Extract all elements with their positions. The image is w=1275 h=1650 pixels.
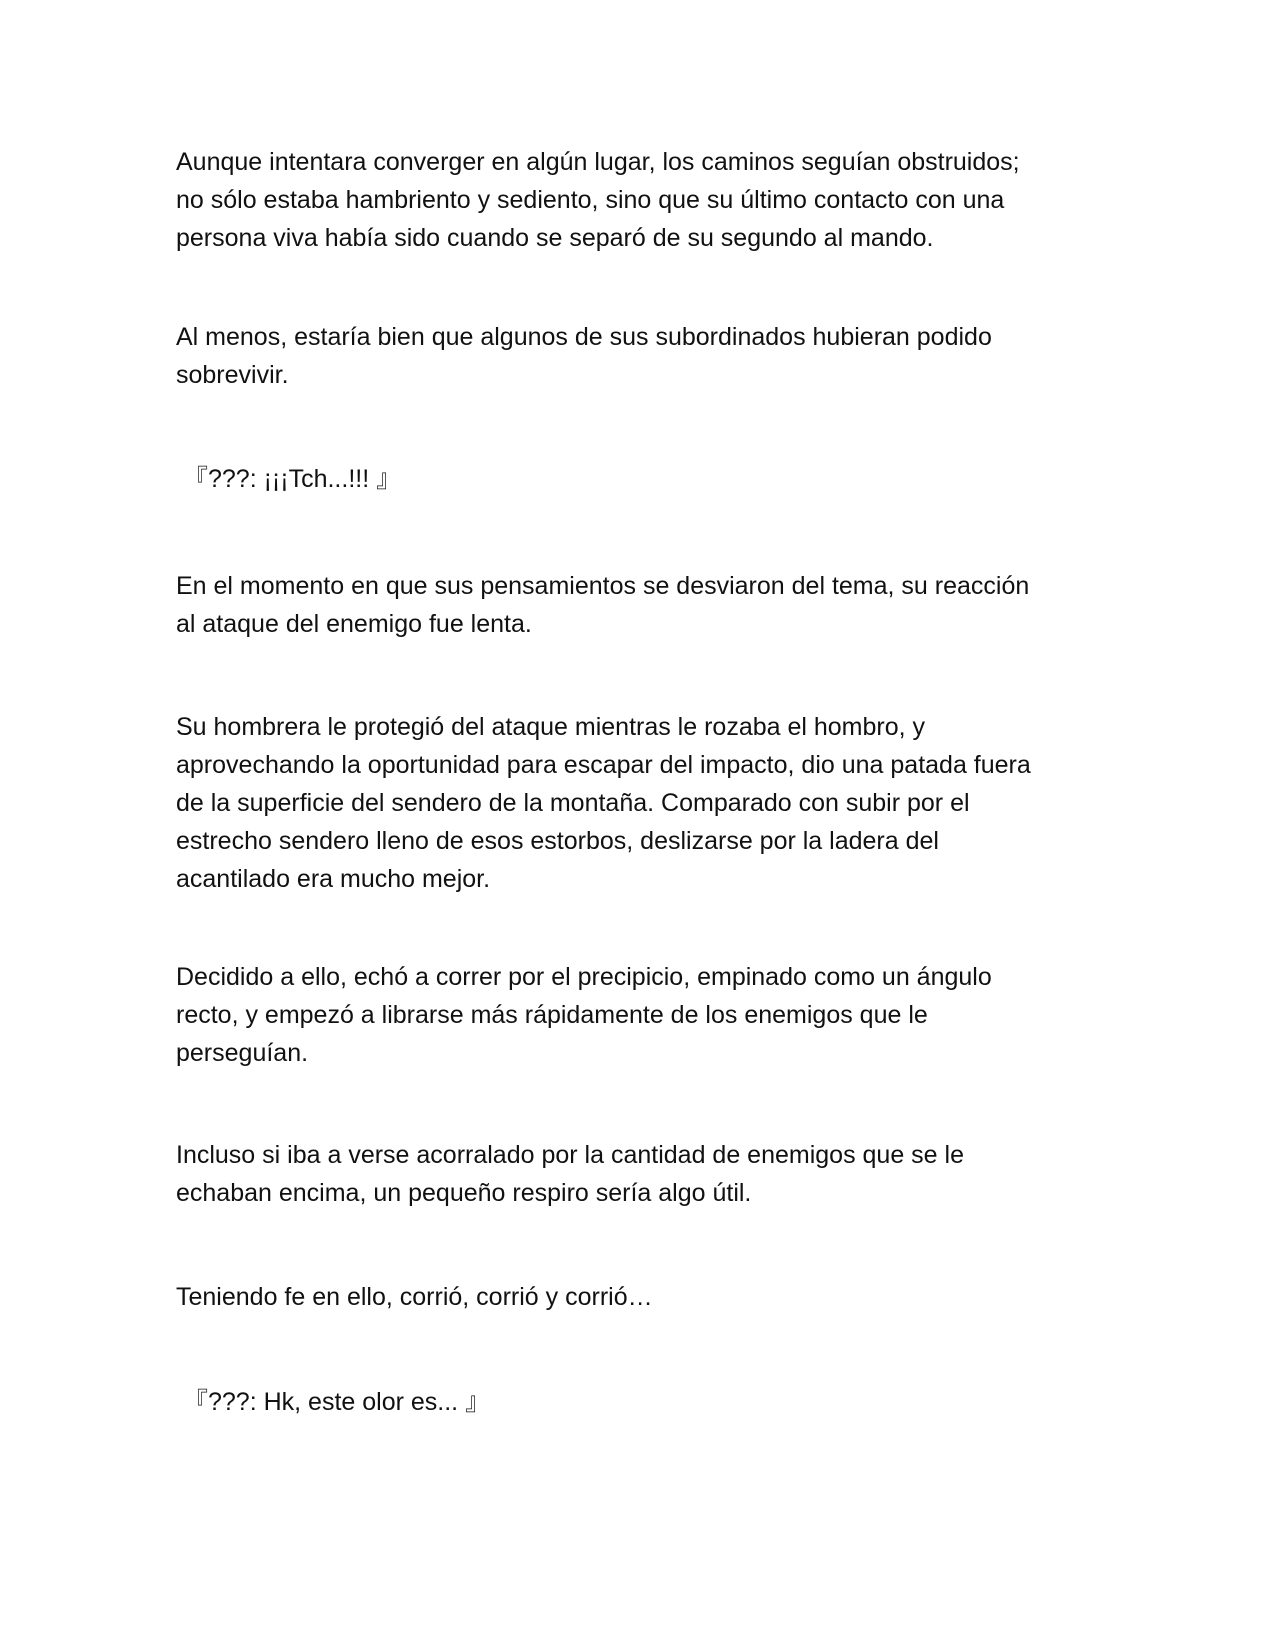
narration-paragraph: Teniendo fe en ello, corrió, corrió y corrió… bbox=[176, 1283, 653, 1311]
dialogue-line: 『???: ¡¡¡Tch...!!! 』 bbox=[183, 465, 402, 493]
narration-paragraph: Aunque intentara converger en algún lugar, los caminos seguían obstruidos; no sólo estaba hambriento y sediento, sino que su último contacto con una persona viva había sido cuando se separó de su segundo al mando. bbox=[176, 148, 1020, 252]
narration-paragraph: En el momento en que sus pensamientos se desviaron del tema, su reacción al ataque del enemigo fue lenta. bbox=[176, 572, 1030, 638]
narration-paragraph: Incluso si iba a verse acorralado por la cantidad de enemigos que se le echaban encima, un pequeño respiro sería algo útil. bbox=[176, 1141, 964, 1207]
narration-paragraph: Decidido a ello, echó a correr por el precipicio, empinado como un ángulo recto, y empezó a librarse más rápidamente de los enemigos que le perseguían. bbox=[176, 963, 992, 1067]
narration-paragraph: Su hombrera le protegió del ataque mientras le rozaba el hombro, y aprovechando la oportunidad para escapar del impacto, dio una patada fuera de la superficie del sendero de la montaña. Comparado con subir por el estrecho sendero lleno de esos estorbos, deslizarse por la ladera del acantilado era mucho mejor. bbox=[176, 713, 1031, 893]
narration-paragraph: Al menos, estaría bien que algunos de sus subordinados hubieran podido sobrevivir. bbox=[176, 323, 992, 389]
dialogue-line: 『???: Hk, este olor es... 』 bbox=[183, 1388, 491, 1416]
